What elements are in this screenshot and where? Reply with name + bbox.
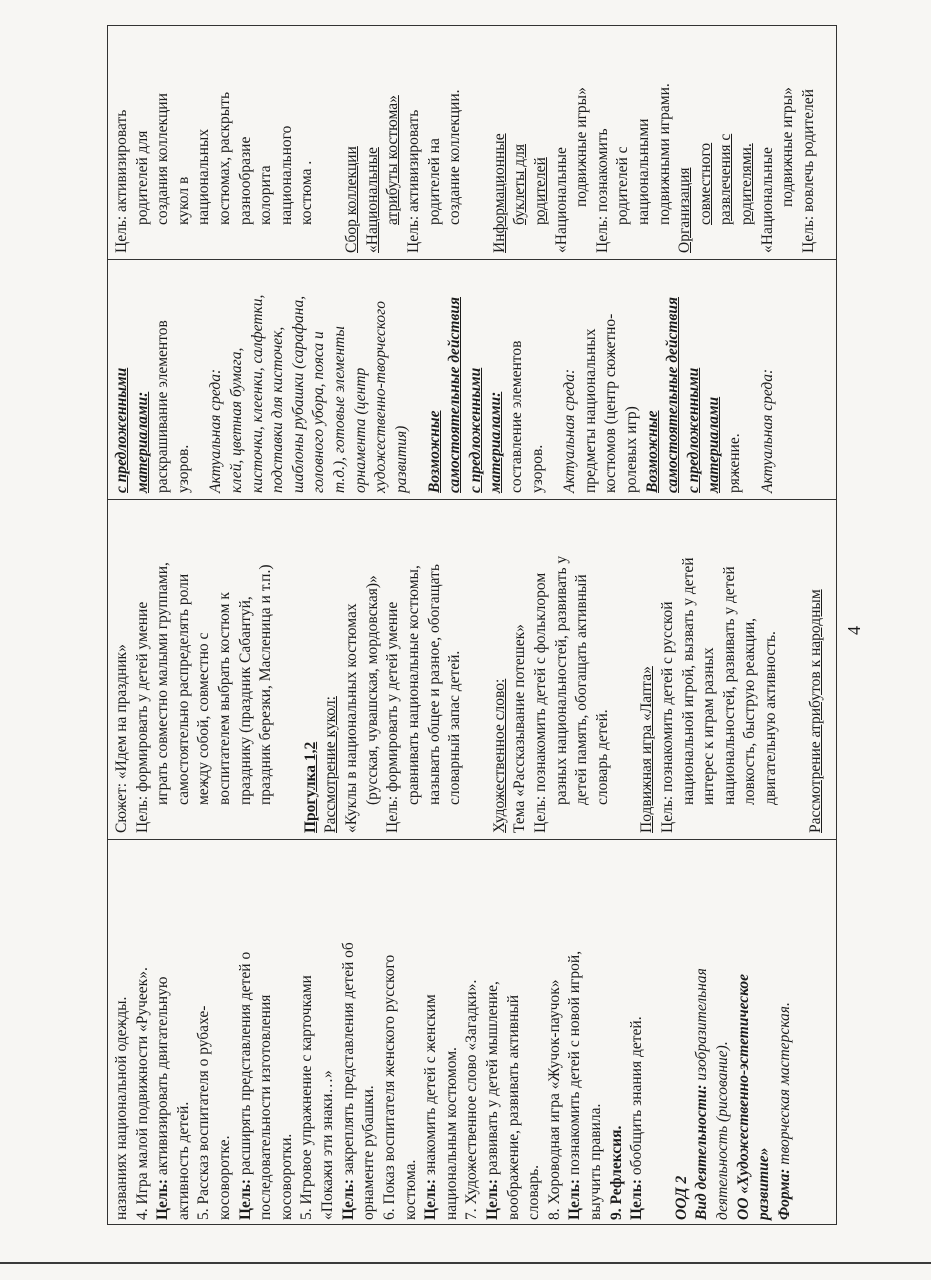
text-line: [153, 846, 174, 1220]
text-line: «Национальные: [758, 147, 776, 253]
scan-edge-line: [0, 1262, 931, 1264]
text-line: создания коллекции: [154, 93, 172, 225]
text-line: самостоятельно распределять роли: [174, 573, 192, 805]
text-line: сравнивать национальные костюмы,: [404, 565, 422, 805]
goal-label: Цель:: [236, 1179, 254, 1220]
text-line: 7. Художественное слово «Загадки».: [463, 979, 481, 1220]
subheading: совместного: [696, 142, 714, 225]
text-line: Цель: познакомить детей с фольклором: [531, 572, 549, 833]
subheading: материалами:: [133, 391, 151, 493]
text-line: играть совместно малыми группами,: [154, 562, 172, 805]
text-line: национальными: [635, 118, 653, 225]
subheading: самостоятельные действия: [446, 296, 464, 493]
text-line: подвижные игры»: [573, 87, 591, 207]
text-line: развития): [392, 425, 410, 493]
subheading: с предложенными: [684, 367, 702, 493]
form-label: Форма:: [775, 1168, 793, 1220]
page-number: 4: [844, 626, 864, 635]
text-line: создание коллекции.: [446, 89, 464, 225]
text-line: подвижными играми.: [655, 83, 673, 225]
subheading: с предложенными: [466, 367, 484, 493]
subheading: развлечения с: [717, 133, 735, 225]
text-line: узоров.: [528, 444, 546, 493]
subheading: материалами:: [487, 391, 505, 493]
plan-table-frame: [107, 25, 837, 1225]
table-column-joint-activity: [108, 500, 837, 840]
activity-type-label: Вид деятельности:: [693, 1084, 711, 1220]
text-line: клей, цветная бумага,: [228, 347, 246, 493]
text-line: Цель: формировать у детей умение: [384, 601, 402, 833]
text-line: [421, 846, 442, 1220]
text-line: [565, 846, 586, 1220]
goal-text: закреплять представления детей об: [339, 942, 357, 1179]
text-line: активность детей.: [174, 1101, 192, 1220]
text-line: между собой, совместно с: [195, 632, 213, 805]
text-line: «Национальные: [552, 147, 570, 253]
text-line: косоворотке.: [216, 1135, 234, 1220]
text-line: ряжение.: [726, 433, 744, 493]
text-line: 5. Рассказ воспитателя о рубахе-: [195, 1005, 213, 1220]
text-line: названиях национальной одежды.: [113, 996, 130, 1220]
text-line: костюмов (центр сюжетно-: [602, 313, 620, 493]
educational-area: развитие»: [755, 1147, 773, 1220]
text-line: Цель: познакомить детей с русской: [659, 601, 677, 833]
text-line: [236, 846, 257, 1220]
subheading: с предложенными: [113, 367, 130, 493]
text-line: шаблоны рубашки (сарафана,: [289, 295, 307, 493]
text-line: «Покажи эти знаки…»: [319, 1070, 337, 1220]
text-line: орнаменте рубашки.: [360, 1085, 378, 1220]
goal-text: познакомить детей с новой игрой,: [566, 950, 584, 1179]
text-line: кукол в: [174, 176, 192, 225]
text-line: кисточки, клеенки, салфетки,: [248, 294, 266, 493]
text-line: косоворотки.: [277, 1133, 295, 1220]
form-text: творческая мастерская.: [775, 1002, 793, 1169]
text-line: костюма .: [298, 160, 316, 225]
text-line: предметы национальных: [581, 328, 599, 493]
text-line: раскрашивание элементов: [154, 320, 172, 493]
text-line: разных национальностей, развивать у: [552, 555, 570, 805]
table-column-parents: [108, 26, 837, 260]
text-line: подставки для кисточек,: [269, 326, 287, 493]
text-line: воображение, развивать активный: [504, 994, 522, 1220]
text-line: празднику (праздник Сабантуй,: [236, 596, 254, 805]
text-line: национального: [277, 125, 295, 225]
subheading: буклеты для: [511, 143, 529, 225]
plan-table: [108, 26, 837, 1225]
text-line: детей память, обогащать активный: [573, 574, 591, 805]
text-line: ролевых игр): [623, 406, 641, 493]
subheading: атрибуты костюма»: [384, 95, 402, 225]
subheading: родителей: [531, 157, 549, 225]
text-line: колорита: [257, 165, 275, 225]
text-line: Цель: познакомить: [593, 128, 611, 253]
text-line: 6. Показ воспитателя женского русского: [380, 954, 398, 1220]
text-line: [483, 846, 504, 1220]
text-line: орнамента (центр: [351, 367, 369, 493]
subheading: материалами: [705, 396, 723, 493]
text-line: ловкость, быструю реакции,: [741, 617, 759, 805]
table-column-activities: [108, 840, 837, 1225]
subheading: Подвижная игра «Лапта»: [638, 666, 656, 833]
text-line: родителей на: [425, 138, 443, 225]
text-line: родителей с: [614, 146, 632, 225]
walk-heading: Прогулка 1,2: [301, 741, 319, 833]
educational-area: ОО «Художественно-эстетическое: [734, 973, 752, 1220]
activity-type-text: изобразительная: [693, 968, 711, 1085]
text-line: Цель: формировать у детей умение: [133, 601, 151, 833]
text-line: художественно-творческого: [372, 301, 390, 493]
text-line: костюмах, раскрыть: [216, 91, 234, 225]
goal-label: Цель:: [628, 1179, 646, 1220]
text-line: головного убора, пояса и: [310, 331, 328, 493]
ood-heading: ООД 2: [672, 1175, 690, 1220]
subheading: Рассмотрение атрибутов к народным: [806, 589, 824, 833]
text-line: 4. Игра малой подвижности «Ручеек».: [133, 967, 151, 1220]
text-line: выучить правила.: [587, 1103, 605, 1220]
text-line: [692, 846, 713, 1220]
goal-text: развивать у детей мышление,: [483, 981, 501, 1179]
goal-text: знакомить детей с женским: [422, 994, 440, 1179]
subheading: Рассмотрение кукол:: [322, 696, 340, 833]
text-line: 5. Игровое упражнение с карточками: [298, 975, 316, 1220]
text-line: Сюжет: «Идем на праздник»: [113, 644, 130, 833]
subheading: Информационные: [490, 133, 508, 253]
goal-text: активизировать двигательную: [154, 976, 172, 1179]
text-line: словарный запас детей.: [446, 650, 464, 805]
table-column-environment: [108, 260, 837, 500]
subheading: родителями.: [738, 143, 756, 225]
text-line: (русская, чувашская, мордовская)»: [363, 575, 381, 805]
subheading: самостоятельные действия: [664, 296, 682, 493]
environment-label: Актуальная среда:: [207, 368, 225, 493]
text-line: воспитателем выбрать костюм к: [216, 592, 234, 805]
text-line: национальной игрой, вызвать у детей: [679, 557, 697, 805]
subheading: Организация: [676, 167, 694, 253]
text-line: составление элементов: [507, 340, 525, 493]
text-line: Цель: вовлечь родителей: [799, 89, 817, 253]
goal-label: Цель:: [566, 1179, 584, 1220]
text-line: «Куклы в национальных костюмах: [343, 603, 361, 833]
environment-label: Актуальная среда:: [561, 368, 579, 493]
text-line: деятельность (рисование).: [714, 1041, 732, 1220]
goal-label: Цель:: [339, 1179, 357, 1220]
text-line: национальных: [195, 128, 213, 225]
text-line: т.д.), готовые элементы: [331, 326, 349, 493]
goal-label: Цель:: [483, 1179, 501, 1220]
text-line: костюма.: [401, 1159, 419, 1220]
text-line: Цель: активизировать: [404, 109, 422, 253]
text-line: интерес к играм разных: [700, 647, 718, 805]
text-line: национальным костюмом.: [442, 1047, 460, 1220]
text-line: последовательности изготовления: [257, 994, 275, 1220]
goal-label: Цель:: [422, 1179, 440, 1220]
environment-label: Актуальная среда:: [758, 368, 776, 493]
text-line: разнообразие: [236, 136, 254, 225]
text-line: словарь.: [525, 1164, 543, 1220]
goal-text: обобщить знания детей.: [628, 1016, 646, 1179]
text-line: подвижные игры»: [779, 87, 797, 207]
text-line: словарь детей.: [593, 709, 611, 805]
text-line: узоров.: [174, 444, 192, 493]
text-line: 8. Хороводная игра «Жучок-паучок»: [545, 979, 563, 1220]
text-line: Цель: активизировать: [113, 109, 130, 253]
subheading: Возможные: [643, 410, 661, 493]
goal-label: Цель:: [154, 1179, 172, 1220]
text-line: [775, 846, 796, 1220]
text-line: праздник березки, Масленица и т.п.): [257, 564, 275, 805]
text-line: родителей для: [133, 130, 151, 225]
text-line: называть общее и разное, обогащать: [425, 564, 443, 805]
subheading: Возможные: [425, 410, 443, 493]
text-line: национальностей, развивать у детей: [720, 566, 738, 805]
text-line: [627, 846, 648, 1220]
subheading: «Национальные: [363, 147, 381, 253]
subheading: Художественное слово:: [490, 678, 508, 833]
reflection-heading: 9. Рефлексия.: [607, 1125, 625, 1220]
text-line: [339, 846, 360, 1220]
subheading: Сбор коллекции: [343, 146, 361, 253]
text-line: двигательную активность.: [762, 631, 780, 805]
text-line: Тема «Рассказывание потешек»: [511, 624, 529, 833]
goal-text: расширять представления детей о: [236, 951, 254, 1179]
